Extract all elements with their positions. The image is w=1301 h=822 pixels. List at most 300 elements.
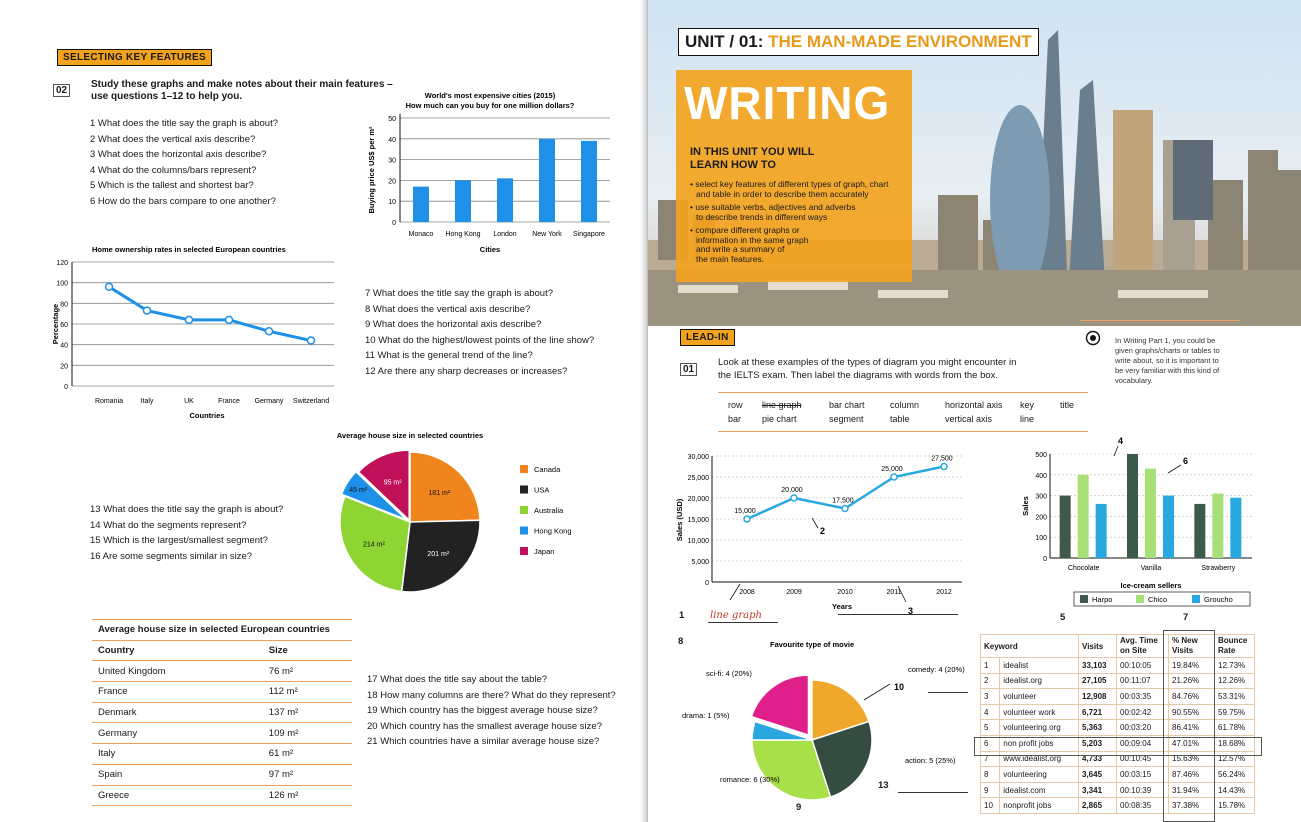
table-cell: 5,203 [1079,735,1117,751]
table-cell: Denmark [92,702,263,723]
data-point [744,516,750,522]
table-cell: 5,363 [1079,720,1117,736]
word: title [1060,400,1075,410]
line-chart-ownership [48,240,348,422]
axis-label: Countries [189,411,225,420]
table-cell: 00:03:15 [1117,767,1169,783]
column-highlight-box [1163,630,1215,822]
word: column [890,400,920,410]
table-cell: Spain [92,764,263,785]
word: row [728,400,743,410]
table-cell: 00:03:20 [1117,720,1169,736]
legend-swatch [520,506,528,514]
data-label: drama: 1 (5%) [682,711,730,720]
legend-swatch [520,527,528,535]
learn-item-line: and write a summary of [696,244,785,254]
right-page [648,0,1301,822]
writing-panel [676,70,912,282]
legend-label: Japan [534,547,555,556]
label-number: 9 [796,802,802,813]
data-point [791,495,797,501]
instruction [91,79,393,103]
tip-rule [1080,320,1240,321]
bar-chart-icecream [1018,436,1258,620]
bar [455,180,471,222]
tick-label: 40 [388,136,396,144]
data-point [308,337,315,344]
lead-in-tag: LEAD-IN [680,329,735,346]
bar [1145,469,1156,558]
table-cell: 5 [981,720,1000,736]
table-cell: 00:10:05 [1117,658,1169,674]
tick-label: 20 [60,363,68,371]
table-row [92,744,352,765]
tick-label: 60 [60,322,68,329]
chart-title: Favourite type of movie [770,640,855,649]
table-cell: 84.76% [1169,689,1215,705]
learn-item-line: and table in order to describe them accurately [696,188,869,199]
table-cell: 27,105 [1079,673,1117,689]
data-point [186,316,193,323]
tick-label: Singapore [573,231,605,238]
questions-bar [90,116,278,210]
table-cell: 31.94% [1169,782,1215,798]
legend-swatch [1192,595,1200,603]
table-cell: 4 [981,704,1000,720]
table-cell: 37.38% [1169,798,1215,814]
data-label: 95 m² [383,479,402,487]
chart-subtitle: How much can you buy for one million dollars? [405,101,575,110]
question: 8 What does the vertical axis describe? [365,303,531,315]
axis-label: Cities [479,245,501,254]
data-label: 15,000 [734,508,756,515]
legend-label: Groucho [1204,595,1233,604]
table-cell: 7 [981,751,1000,767]
legend-swatch [520,465,528,473]
table-header: Visits [1079,635,1117,658]
bar [1078,475,1089,558]
table-cell: idealist.com [1000,782,1079,798]
tick-label: 10,000 [687,538,709,545]
bar [581,141,597,222]
table-row [92,723,352,744]
learn-item-line: the main features. [696,253,765,264]
pie-chart-house-size [320,426,630,618]
tick-label: 2009 [786,589,802,596]
section-tag: SELECTING KEY FEATURES [57,49,212,66]
learn-item [690,180,888,199]
table-cell: 00:09:04 [1117,735,1169,751]
question: 18 How many columns are there? What do they represent? [367,689,616,701]
data-label: 17,500 [832,497,854,505]
table-header: % New Visits [1169,635,1215,658]
data-point [226,316,233,323]
learn-item-line: • select key features of different types of graph, chart [690,179,889,189]
table-cell: 2,865 [1079,798,1117,814]
table-cell: nonprofit jobs [1000,798,1079,814]
tip-line: given graphs/charts or tables to [1115,346,1220,355]
table-cell: 00:11:07 [1117,673,1169,689]
lead-instruction [718,357,1016,382]
data-label: 25,000 [881,466,903,473]
learn-item-line: to describe trends in different ways [696,211,828,222]
chart-title: World's most expensive cities (2015) [424,91,556,100]
learn-heading [690,146,814,172]
bar [1060,496,1071,558]
axis-label: Percentage [51,303,60,345]
tick-label: Switzerland [292,398,330,405]
tick-label: Romania [94,398,124,405]
table-row [92,785,352,806]
table-header: Size [263,640,352,661]
question: 19 Which country has the biggest average house size? [367,705,598,717]
table-header: Country [92,640,263,661]
table-row [92,702,352,723]
question: 3 What does the horizontal axis describe? [90,149,267,161]
pointer-line [812,518,818,528]
tick-label: Hong Kong [445,231,481,238]
data-label: 20,000 [781,487,803,494]
learn-item [690,226,888,264]
label-number: 6 [1183,456,1189,466]
question: 10 What do the highest/lowest points of the line show? [365,334,595,346]
data-point [842,506,848,512]
tick-label: 100 [56,280,68,288]
tip-line: write about, so it is important to [1115,356,1219,365]
tick-label: 400 [1035,472,1047,480]
question: 7 What does the title say the graph is about? [365,288,554,299]
legend-swatch [520,486,528,494]
label-number: 3 [908,606,914,616]
legend-swatch [1136,595,1144,603]
learn-item-line: • use suitable verbs, adjectives and adverbs [690,202,856,212]
tick-label: 2011 [886,589,902,596]
table-cell: 1 [981,658,1000,674]
table-cell: 126 m² [263,785,352,806]
axis-label: Sales [1021,496,1030,516]
answer-line [838,614,958,615]
tick-label: 30 [388,157,396,165]
table-cell: 86.41% [1169,720,1215,736]
tick-label: 10 [388,199,396,207]
bar-chart-cities [360,86,620,258]
bar [1127,454,1138,558]
question: 16 Are some segments similar in size? [90,550,253,562]
table-row [92,682,352,703]
label-number: 5 [1060,612,1066,623]
question: 1 What does the title say the graph is about? [90,118,279,129]
tick-label: 100 [1035,535,1047,543]
table-cell: 00:08:35 [1117,798,1169,814]
unit-title: THE MAN-MADE ENVIRONMENT [768,32,1032,51]
row-highlight-box [974,737,1262,756]
legend-label: Hong Kong [534,526,572,536]
learn-list [690,180,888,264]
label-number: 1 [679,610,685,621]
tip-text [1115,336,1220,386]
table-cell: volunteer [1000,689,1079,705]
table-cell: Germany [92,723,263,744]
tick-label: 2012 [936,589,952,596]
tick-label: Strawberry [1201,565,1236,572]
table-cell: 21.26% [1169,673,1215,689]
table-cell: 18.68% [1215,735,1255,751]
data-label: 201 m² [427,551,450,559]
table-cell: 87.46% [1169,767,1215,783]
answer-line [898,792,968,793]
word: horizontal axis [945,400,1003,410]
unit-label: UNIT / 01: [685,32,764,51]
question: 14 What do the segments represent? [90,519,247,531]
bar [1230,498,1241,558]
table-cell: 12.26% [1215,673,1255,689]
tick-label: 500 [1035,452,1047,459]
writing-heading: WRITING [684,77,891,129]
tick-label: 20,000 [687,496,709,503]
table-cell: 97 m² [263,764,352,785]
table-cell: volunteering.org [1000,720,1079,736]
tick-label: Germany [254,398,284,405]
learn-item [690,203,888,222]
tick-label: 2010 [837,589,853,596]
questions-line [365,286,594,380]
tip-line: be very familiar with this kind of [1115,366,1220,375]
tick-label: Vanilla [1140,565,1162,572]
table-title-row [92,620,352,641]
table-header: Avg. Time on Site [1117,635,1169,658]
axis-label: Buying price US$ per m² [367,126,376,214]
exercise-number [680,359,697,377]
pie-chart-movies [672,630,982,822]
word: bar [728,414,742,424]
table-cell: 137 m² [263,702,352,723]
questions-table [367,672,616,750]
table-cell: 19.84% [1169,658,1215,674]
question: 12 Are there any sharp decreases or increases? [365,365,568,377]
data-point [144,307,151,314]
tick-label: Monaco [408,231,434,238]
answer-line [928,692,968,693]
question: 6 How do the bars compare to one another? [90,195,276,207]
table-cell: 00:03:35 [1117,689,1169,705]
tick-label: Italy [140,398,154,405]
exercise-number-box: 02 [53,84,70,97]
bar [497,178,513,222]
table-cell: 61 m² [263,744,352,765]
pointer-line [1168,465,1181,473]
label-number: 10 [894,682,905,692]
learn-heading-line: LEARN HOW TO [690,159,776,171]
table-cell: idealist.org [1000,673,1079,689]
word: line [1020,414,1035,424]
axis-label: Years [831,602,853,611]
legend-label: Australia [534,506,564,515]
table-header: Bounce Rate [1215,635,1255,658]
question: 4 What do the columns/bars represent? [90,164,257,176]
label-number: 4 [1118,436,1124,446]
table-cell: 3,341 [1079,782,1117,798]
label-number: 2 [820,526,826,536]
table-cell: 76 m² [263,661,352,682]
table-title: Average house size in selected European countries [92,620,352,641]
table-cell: 53.31% [1215,689,1255,705]
word: vertical axis [945,414,993,424]
data-label: 27,500 [931,455,953,463]
bar [1212,494,1223,558]
tick-label: Chocolate [1067,565,1100,572]
learn-heading-line: IN THIS UNIT YOU WILL [690,146,815,158]
table-cell: 47.01% [1169,735,1215,751]
answer-line [708,622,778,623]
table-cell: United Kingdom [92,661,263,682]
table-cell: 2 [981,673,1000,689]
word: key [1020,400,1035,410]
question: 17 What does the title say about the table? [367,674,548,685]
learn-item-line: • compare different graphs or [690,225,800,235]
table-cell: idealist [1000,658,1079,674]
tick-label: 50 [388,116,396,123]
data-label: 45 m² [349,486,368,494]
tick-label: New York [532,231,562,238]
legend-swatch [1080,595,1088,603]
data-point [266,328,273,335]
data-label: sci-fi: 4 (20%) [706,669,752,678]
tick-label: 120 [56,260,68,267]
question: 9 What does the horizontal axis describe? [365,319,542,331]
data-label: comedy: 4 (20%) [908,665,965,674]
questions-pie [90,502,283,564]
table-cell: volunteering [1000,767,1079,783]
left-page [0,0,648,822]
house-size-table [92,619,352,806]
learn-item-line: information in the same graph [696,234,809,245]
table-cell: 00:02:42 [1117,704,1169,720]
tick-label: 30,000 [687,454,709,461]
label-number: 13 [878,780,889,791]
chart-title: Home ownership rates in selected European countries [92,245,286,254]
instruction-line: the IELTS exam. Then label the diagrams with words from the box. [718,369,999,381]
table-cell: 3 [981,689,1000,705]
tick-label: 25,000 [687,475,709,482]
tick-label: 0 [392,220,396,227]
line-chart-sales [672,444,982,624]
table-cell: 6,721 [1079,704,1117,720]
tick-label: 200 [1035,514,1047,522]
tick-label: UK [184,398,194,405]
legend-label: Chico [1148,595,1168,604]
question: 11 What is the general trend of the line? [365,350,533,362]
data-point [891,474,897,480]
table-cell: 56.24% [1215,767,1255,783]
tick-label: 0 [705,580,709,587]
word: pie chart [762,414,797,424]
data-label: 181 m² [428,489,451,497]
table-cell: 12.57% [1215,751,1255,767]
data-point [106,283,113,290]
question: 5 Which is the tallest and shortest bar? [90,180,254,192]
pointer-line [864,684,890,700]
data-label: romance: 6 (30%) [720,775,780,784]
data-point [941,464,947,470]
series-line [109,287,311,341]
instruction-line: Look at these examples of the types of diagram you might encounter in [718,357,1017,368]
word: table [890,414,910,424]
label-number: 8 [678,636,684,647]
table-cell: 4,733 [1079,751,1117,767]
question: 15 Which is the largest/smallest segment? [90,535,268,547]
tick-label: France [218,398,240,405]
tick-label: 0 [64,384,68,391]
instruction-line: use questions 1–12 to help you. [91,91,243,102]
table-cell: France [92,682,263,703]
chart-title: Average house size in selected countries [336,431,484,440]
tick-label: 20 [388,178,396,186]
tick-label: 40 [60,342,68,350]
table-cell: www.idealist.org [1000,751,1079,767]
table-cell: 3,645 [1079,767,1117,783]
tip-line: In Writing Part 1, you could be [1115,336,1216,345]
bar [1163,496,1174,558]
table-cell: Greece [92,785,263,806]
table-cell: 61.78% [1215,720,1255,736]
table-cell: 90.55% [1169,704,1215,720]
tick-label: 80 [60,301,68,309]
question: 13 What does the title say the graph is about? [90,504,284,515]
table-cell: 9 [981,782,1000,798]
table-cell: Italy [92,744,263,765]
table-cell: 14.43% [1215,782,1255,798]
tick-label: 5,000 [691,559,709,566]
question: 21 Which countries have a similar average house size? [367,736,600,748]
legend-label: USA [534,485,550,495]
instruction-line: Study these graphs and make notes about their main features – [91,79,393,90]
table-cell: 59.75% [1215,704,1255,720]
tick-label: 300 [1035,493,1047,501]
question: 2 What does the vertical axis describe? [90,133,256,145]
tick-label: 15,000 [687,517,709,524]
table-header-row [92,640,352,661]
pointer-line [1114,446,1118,456]
table-cell: 00:10:39 [1117,782,1169,798]
tip-line: vocabulary. [1115,376,1153,385]
tip-icon [1085,330,1101,351]
legend-label: Harpo [1092,595,1113,604]
word-box [718,392,1088,432]
exercise-number-box: 01 [680,363,697,376]
table-cell: volunteer work [1000,704,1079,720]
table-cell: 12.73% [1215,658,1255,674]
bar [413,187,429,222]
table-cell: 112 m² [263,682,352,703]
table-cell: 15.78% [1215,798,1255,814]
axis-label: Sales (USD) [675,498,684,542]
word: bar chart [829,400,865,410]
table-cell: 15.63% [1169,751,1215,767]
legend-swatch [520,547,528,555]
word: segment [829,414,864,424]
table-cell: 109 m² [263,723,352,744]
table-cell: 8 [981,767,1000,783]
label-number: 7 [1183,612,1189,623]
bar [1096,504,1107,558]
table-cell: 33,103 [1079,658,1117,674]
data-label: 214 m² [363,541,385,549]
table-header: Keyword [981,635,1079,658]
data-label: action: 5 (25%) [905,756,956,765]
tick-label: 2008 [739,589,755,596]
table-row [92,661,352,682]
legend-label: Canada [534,465,561,474]
